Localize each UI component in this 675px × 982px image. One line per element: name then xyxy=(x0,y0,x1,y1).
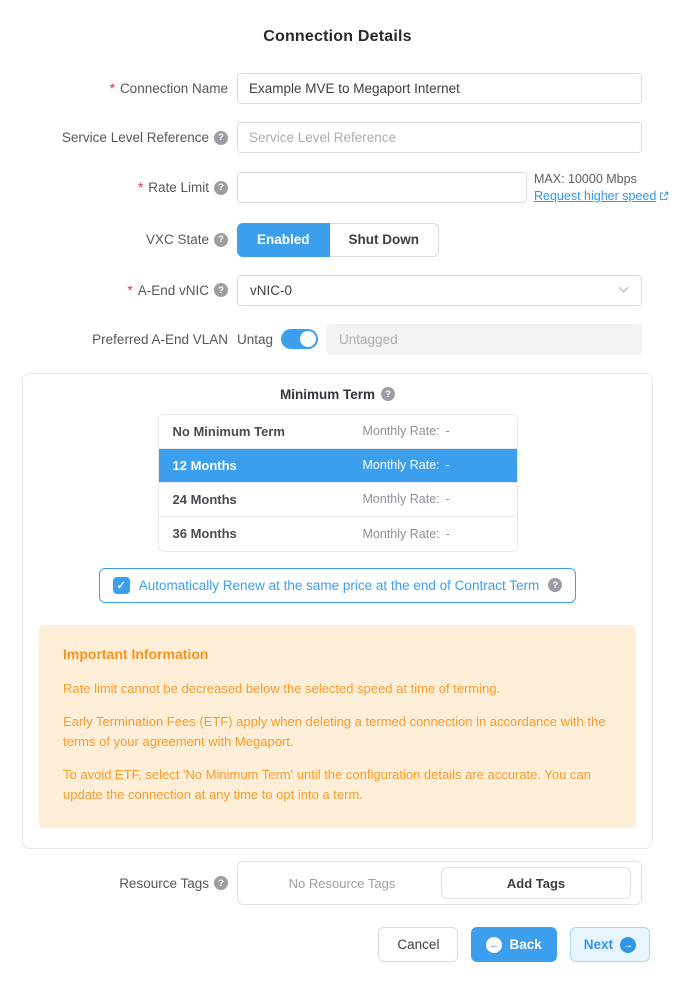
resource-tags-box xyxy=(237,861,642,905)
term-row-12-months[interactable] xyxy=(159,449,517,483)
footer-actions xyxy=(0,927,675,982)
preferred-a-end-vlan-label xyxy=(0,332,237,347)
vxc-state-enabled-button[interactable]: Enabled xyxy=(237,223,330,257)
service-level-reference-row xyxy=(0,122,675,153)
no-resource-tags-text: No Resource Tags xyxy=(288,875,396,891)
rate-limit-label-text: Rate Limit xyxy=(148,180,209,196)
minimum-term-title-text: Minimum Term xyxy=(279,386,375,402)
help-icon[interactable] xyxy=(381,387,395,401)
term-name: 24 Months xyxy=(172,491,237,507)
term-monthly-rate xyxy=(363,424,450,438)
back-button[interactable] xyxy=(471,927,556,962)
a-end-vnic-row xyxy=(0,275,675,306)
help-icon[interactable] xyxy=(214,876,228,890)
toggle-knob xyxy=(300,331,316,347)
preferred-a-end-vlan-row xyxy=(0,324,675,355)
vxc-state-label xyxy=(0,232,237,247)
add-tags-button[interactable]: Add Tags xyxy=(441,867,631,899)
important-information-title: Important Information xyxy=(63,645,209,662)
service-level-reference-label xyxy=(0,130,237,145)
request-higher-speed-link-text: Request higher speed xyxy=(534,188,657,203)
rate-limit-input[interactable] xyxy=(237,172,527,203)
help-icon[interactable] xyxy=(214,233,228,247)
rate-label: Monthly Rate: xyxy=(362,424,440,439)
rate-label: Monthly Rate: xyxy=(362,492,440,507)
important-paragraph: To avoid ETF, select 'No Minimum Term' until the configuration details are accurate. You can update the connection at any time to opt into a term. xyxy=(63,767,591,802)
untag-toggle[interactable] xyxy=(281,329,318,349)
resource-tags-label-text: Resource Tags xyxy=(119,875,209,891)
chevron-down-icon xyxy=(618,286,629,294)
connection-name-row xyxy=(0,73,675,104)
external-link-icon xyxy=(659,191,669,201)
vxc-state-row xyxy=(0,223,675,257)
help-icon[interactable] xyxy=(214,283,228,297)
rate-value: - xyxy=(445,424,450,439)
rate-limit-row xyxy=(0,171,675,205)
important-paragraph: Rate limit cannot be decreased below the selected speed at time of terming. xyxy=(63,680,501,696)
auto-renew-checkbox-row[interactable] xyxy=(99,568,576,603)
term-monthly-rate xyxy=(363,458,450,472)
a-end-vnic-label-text: A-End vNIC xyxy=(137,282,209,298)
cancel-button[interactable]: Cancel xyxy=(378,927,458,962)
required-asterisk xyxy=(138,180,143,195)
untag-label: Untag xyxy=(237,331,274,347)
term-row-no-minimum[interactable] xyxy=(159,415,517,449)
rate-limit-side-info xyxy=(534,171,669,205)
term-monthly-rate xyxy=(363,527,450,541)
important-paragraph: Early Termination Fees (ETF) apply when deleting a termed connection in accordance with the terms of your agreement with Megaport. xyxy=(63,714,606,749)
checkbox-checked-icon[interactable] xyxy=(113,577,130,594)
a-end-vnic-label xyxy=(0,283,237,298)
a-end-vnic-select[interactable] xyxy=(237,275,642,306)
preferred-a-end-vlan-label-text: Preferred A-End VLAN xyxy=(92,331,228,347)
arrow-right-circle-icon xyxy=(620,937,636,953)
term-name: 12 Months xyxy=(172,457,237,473)
connection-name-label xyxy=(0,81,237,96)
term-name: 36 Months xyxy=(172,526,237,542)
minimum-term-title xyxy=(31,387,644,402)
connection-name-label-text: Connection Name xyxy=(119,81,228,96)
term-monthly-rate xyxy=(363,492,450,506)
rate-label: Monthly Rate: xyxy=(362,526,440,541)
a-end-vnic-selected-value: vNIC-0 xyxy=(250,282,293,298)
rate-value: - xyxy=(445,492,450,507)
minimum-term-card xyxy=(22,373,653,850)
arrow-left-circle-icon xyxy=(486,937,502,953)
required-asterisk xyxy=(110,81,115,96)
required-asterisk xyxy=(127,283,132,298)
rate-limit-label xyxy=(0,180,237,195)
back-button-label: Back xyxy=(509,937,542,953)
term-row-24-months[interactable] xyxy=(159,483,517,517)
connection-name-input[interactable] xyxy=(237,73,642,104)
important-information-box xyxy=(39,625,636,829)
page-title: Connection Details xyxy=(263,28,412,45)
auto-renew-label: Automatically Renew at the same price at the end of Contract Term xyxy=(138,577,540,593)
vxc-state-toggle-group xyxy=(237,223,439,257)
resource-tags-row xyxy=(0,861,675,905)
vxc-state-shutdown-button[interactable]: Shut Down xyxy=(330,223,440,257)
vxc-state-label-text: VXC State xyxy=(145,232,209,248)
rate-value: - xyxy=(445,458,450,473)
service-level-reference-input[interactable] xyxy=(237,122,642,153)
rate-value: - xyxy=(445,526,450,541)
help-icon[interactable] xyxy=(548,578,562,592)
rate-limit-max-text: MAX: 10000 Mbps xyxy=(534,172,637,186)
help-icon[interactable] xyxy=(214,181,228,195)
term-row-36-months[interactable] xyxy=(159,517,517,551)
rate-label: Monthly Rate: xyxy=(362,458,440,473)
vlan-input[interactable] xyxy=(327,324,642,355)
term-name: No Minimum Term xyxy=(172,423,285,439)
minimum-term-table xyxy=(158,414,518,552)
next-button[interactable] xyxy=(570,927,650,962)
request-higher-speed-link[interactable] xyxy=(534,188,669,205)
resource-tags-label xyxy=(0,876,237,891)
help-icon[interactable] xyxy=(214,131,228,145)
service-level-reference-label-text: Service Level Reference xyxy=(61,130,209,145)
next-button-label: Next xyxy=(583,937,613,953)
